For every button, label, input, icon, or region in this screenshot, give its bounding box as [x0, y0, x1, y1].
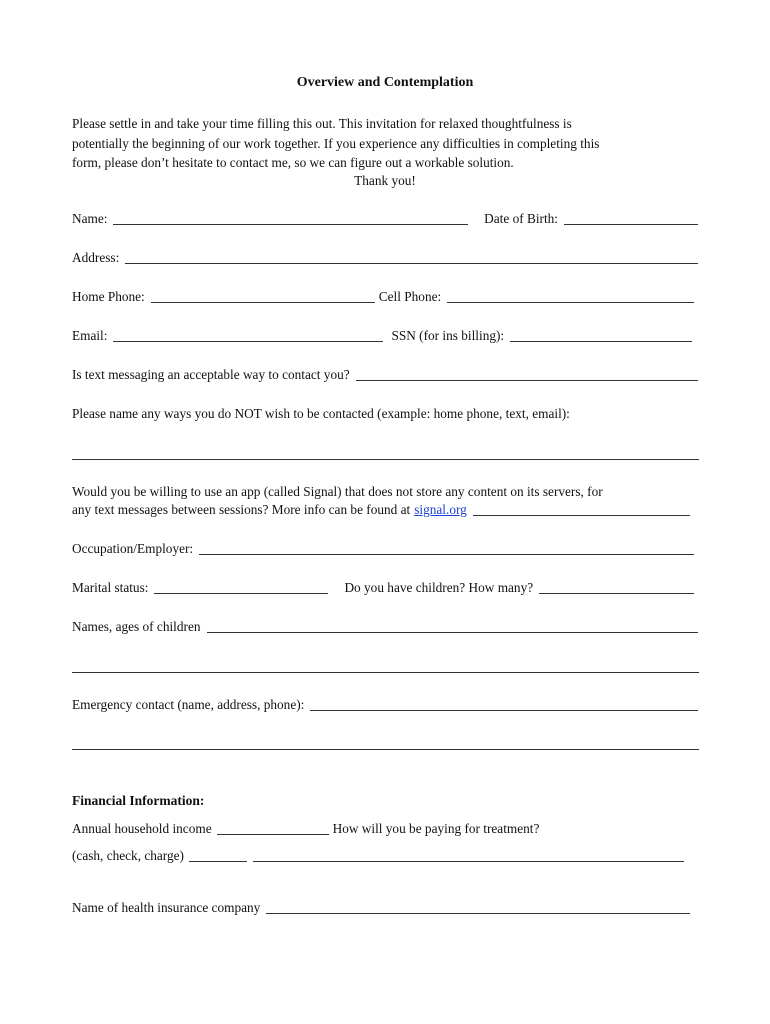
children-label: Do you have children? How many?	[344, 580, 534, 595]
email-field[interactable]	[113, 329, 383, 342]
row-text-ok	[72, 367, 698, 383]
emergency-label: Emergency contact (name, address, phone):	[72, 697, 305, 712]
children-names-field-2[interactable]	[72, 672, 699, 673]
cell-phone-field[interactable]	[447, 290, 694, 303]
row-payment-method	[72, 848, 684, 864]
financial-heading: Financial Information:	[72, 793, 205, 808]
payment-detail-field[interactable]	[253, 849, 684, 862]
row-no-contact	[72, 406, 698, 422]
name-label: Name:	[72, 211, 108, 226]
occupation-label: Occupation/Employer:	[72, 541, 194, 556]
signal-line-2: any text messages between sessions? More info can be found at	[72, 502, 411, 517]
occupation-field[interactable]	[199, 542, 694, 555]
signal-field[interactable]	[473, 503, 690, 516]
email-label: Email:	[72, 328, 108, 343]
marital-label: Marital status:	[72, 580, 149, 595]
cell-phone-label: Cell Phone:	[378, 289, 442, 304]
row-insurance	[72, 900, 690, 916]
no-contact-field[interactable]	[72, 459, 699, 460]
home-phone-field[interactable]	[151, 290, 375, 303]
text-ok-label: Is text messaging an acceptable way to contact you?	[72, 367, 350, 382]
emergency-field-2[interactable]	[72, 749, 699, 750]
address-field[interactable]	[125, 251, 698, 264]
insurance-field[interactable]	[266, 901, 690, 914]
row-phones	[72, 289, 694, 305]
payment-method-field[interactable]	[189, 849, 247, 862]
intro-line-1: Please settle in and take your time filling this out. This invitation for relaxed thoughtfulness is	[72, 116, 572, 131]
income-label: Annual household income	[72, 821, 212, 836]
marital-field[interactable]	[154, 581, 328, 594]
paying-label: How will you be paying for treatment?	[332, 821, 540, 836]
income-field[interactable]	[217, 822, 329, 835]
dob-label: Date of Birth:	[484, 211, 558, 226]
row-email-ssn	[72, 328, 692, 344]
home-phone-label: Home Phone:	[72, 289, 145, 304]
intro-paragraph	[72, 114, 702, 173]
signal-question	[72, 482, 702, 502]
no-contact-label: Please name any ways you do NOT wish to be contacted (example: home phone, text, email):	[72, 406, 570, 421]
children-count-field[interactable]	[539, 581, 694, 594]
methods-label: (cash, check, charge)	[72, 848, 184, 863]
name-field[interactable]	[113, 212, 468, 225]
row-name-dob	[72, 211, 698, 227]
row-emergency	[72, 697, 698, 713]
row-address	[72, 250, 698, 266]
row-signal	[72, 502, 690, 518]
text-ok-field[interactable]	[356, 368, 698, 381]
insurance-label: Name of health insurance company	[72, 900, 261, 915]
intro-line-3: form, please don’t hesitate to contact me, so we can figure out a workable solution.	[72, 155, 514, 170]
ssn-label: SSN (for ins billing):	[391, 328, 505, 343]
dob-field[interactable]	[564, 212, 698, 225]
address-label: Address:	[72, 250, 120, 265]
row-income	[72, 821, 539, 837]
emergency-field[interactable]	[310, 698, 698, 711]
intro-line-2: potentially the beginning of our work together. If you experience any difficulties in completing this	[72, 135, 600, 151]
signal-line-1: Would you be willing to use an app (called Signal) that does not store any content on its servers, for	[72, 484, 603, 499]
row-occupation	[72, 541, 694, 557]
form-title: Overview and Contemplation	[296, 75, 474, 90]
thank-you-text: Thank you!	[354, 173, 416, 188]
ssn-field[interactable]	[510, 329, 692, 342]
children-names-field[interactable]	[207, 620, 699, 633]
row-marital-children	[72, 580, 694, 596]
signal-link[interactable]: signal.org	[414, 502, 467, 517]
row-children-names	[72, 619, 698, 635]
children-names-label: Names, ages of children	[72, 619, 201, 634]
